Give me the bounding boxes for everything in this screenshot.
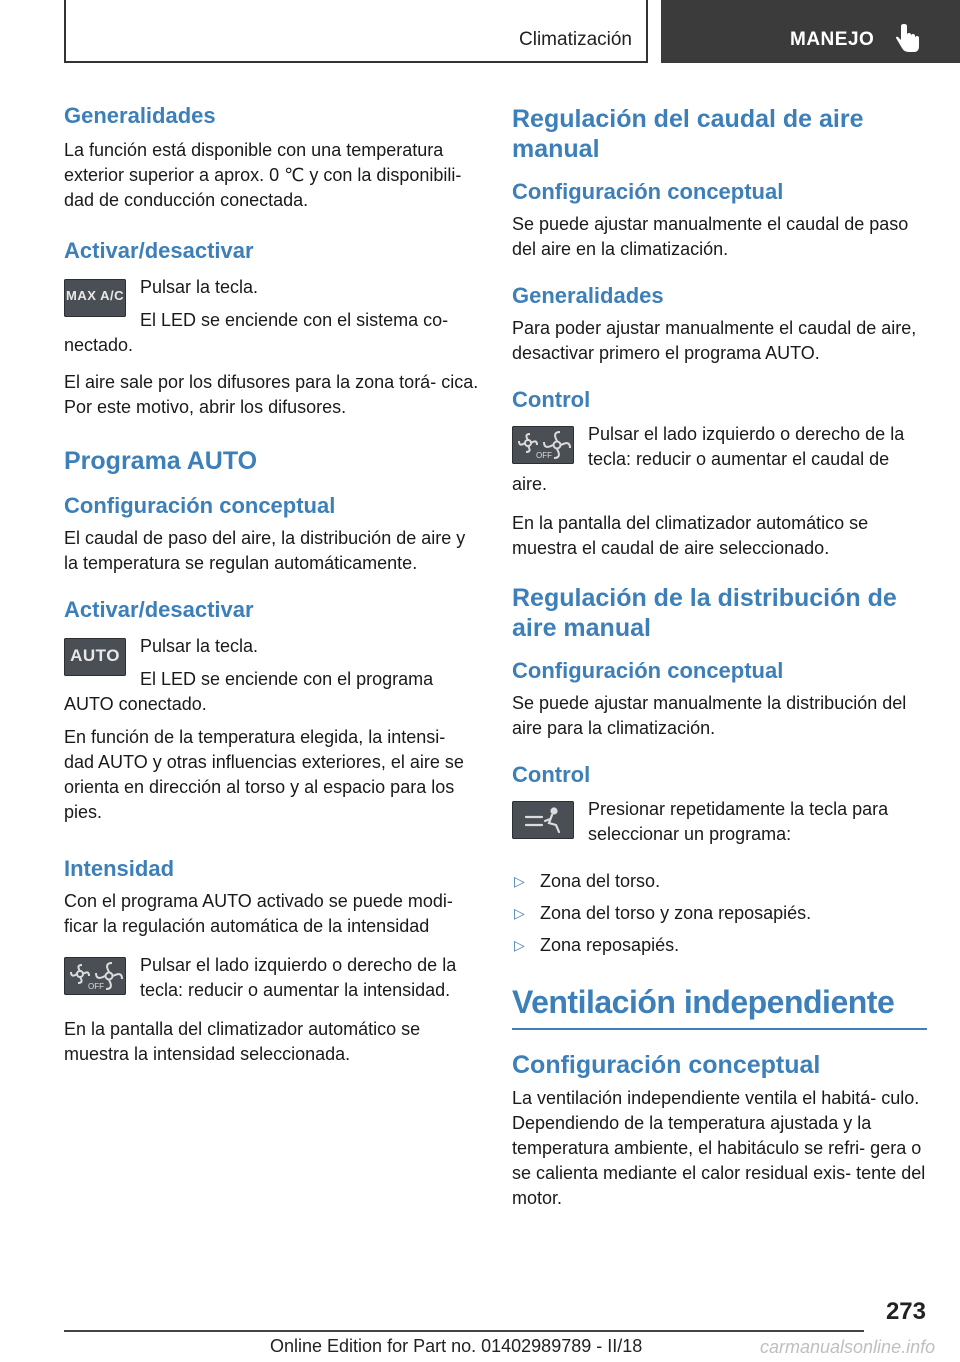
heading-ventilacion: Ventilación independiente [512,982,927,1030]
intensidad-text2: En la pantalla del climatizador automático se muestra la intensidad seleccionada. [64,1019,421,1064]
list-item: ▷ Zona del torso. [512,869,927,894]
intensidad-line1: Pulsar el lado izquierdo o derecho de la tecla: reducir o aumentar la intensidad. [140,955,457,1000]
heading-caudal-manual: Regulación del caudal de aire manual [512,105,864,163]
page-number: 273 [885,1298,926,1325]
left-column [64,100,479,1067]
footer-edition: Online Edition for Part no. 01402989789 - II/18 [270,1336,643,1356]
heading-caudal-concept: Configuración conceptual [512,179,784,204]
heading-intensidad: Intensidad [64,856,175,881]
auto-line2: El LED se enciende con el programa AUTO conectado. [64,669,434,714]
bullet-triangle-icon: ▷ [514,905,525,921]
header-section-box [64,0,648,63]
intensidad-text: Con el programa AUTO activado se puede modi‐ ficar la regulación automática de la intensidad [64,891,453,936]
caudal-concept-text: Se puede ajustar manualmente el caudal de paso del aire en la climatización. [512,214,909,259]
header-chapter-box [661,0,960,63]
heading-programa-auto: Programa AUTO [64,447,258,475]
auto-line1: Pulsar la tecla. [140,636,259,656]
auto-concept-text: El caudal de paso del aire, la distribución de aire y la temperatura se regulan automáticamente. [64,528,466,573]
distribucion-list [512,869,927,958]
ventilacion-concept-text: La ventilación independiente ventila el habitá‐ culo. Dependiendo de la temperatura ajustada y la temperatura ambiente, el habitáculo se refri‐ gera o se calienta mediante el calor residual exis‐ tente del motor. [512,1088,926,1208]
heading-generalidades: Generalidades [64,103,216,128]
list-item: ▷ Zona reposapiés. [512,933,927,958]
bullet-triangle-icon: ▷ [514,937,525,953]
caudal-gen-text: Para poder ajustar manualmente el caudal de aire, desactivar primero el programa AUTO. [512,318,917,363]
fan-off-icon [64,957,126,995]
distribucion-concept-text: Se puede ajustar manualmente la distribución del aire para la climatización. [512,693,907,738]
caudal-instruction [512,422,927,497]
heading-caudal-control: Control [512,387,591,412]
distribucion-instruction [512,797,927,847]
heading-caudal-generalidades: Generalidades [512,283,664,308]
max-ac-line1: Pulsar la tecla. [140,277,259,297]
max-ac-line2: El LED se enciende con el sistema co‐ nectado. [64,310,449,355]
fan-off-icon [512,426,574,464]
heading-distribucion-concept: Configuración conceptual [512,658,784,683]
list-item: ▷ Zona del torso y zona reposapiés. [512,901,927,926]
watermark: carmanualsonline.info [760,1337,936,1357]
heading-ventilacion-concept: Configuración conceptual [512,1051,821,1079]
hand-pointer-icon [895,24,921,54]
auto-instruction [64,634,479,717]
distribucion-control-text: Presionar repetidamente la tecla para seleccionar un programa: [588,799,889,844]
auto-key-icon: AUTO [64,638,126,676]
bullet-triangle-icon: ▷ [514,873,525,889]
caudal-control-text: Pulsar el lado izquierdo o derecho de la tecla: reducir o aumentar el caudal de aire. [512,424,905,494]
svg-text:OFF: OFF [536,451,552,460]
intensidad-instruction [64,953,479,1003]
footer-divider [64,1330,864,1332]
section-title: Climatización [519,29,632,50]
max-ac-text: El aire sale por los difusores para la zona torá‐ cica. Por este motivo, abrir los difusores. [64,372,479,417]
chapter-title: MANEJO [790,29,875,50]
right-column [512,100,927,1211]
svg-text:OFF: OFF [88,982,104,991]
air-distribution-icon [512,801,574,839]
generalidades-text: La función está disponible con una temperatura exterior superior a aprox. 0 ℃ y con la disponibili‐ dad de conducción conectada. [64,140,462,210]
heading-activar-auto: Activar/desactivar [64,597,254,622]
heading-distribucion-control: Control [512,762,591,787]
max-ac-instruction [64,275,479,358]
caudal-text2: En la pantalla del climatizador automático se muestra el caudal de aire seleccionado. [512,513,869,558]
max-ac-key-icon: MAX A/C [64,279,126,317]
heading-distribucion-manual: Regulación de la distribución de aire manual [512,584,897,642]
auto-text: En función de la temperatura elegida, la intensi‐ dad AUTO y otras influencias exteriores, el aire se orienta en dirección al torso y al espacio para los pies. [64,727,464,822]
heading-auto-concept: Configuración conceptual [64,493,336,518]
heading-activar-max: Activar/desactivar [64,238,254,263]
